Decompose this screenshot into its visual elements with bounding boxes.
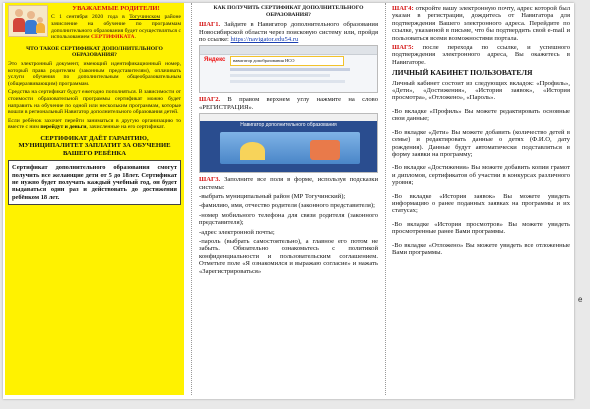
brochure-page: [3, 3, 574, 399]
cabinet-tab-item: -Во вкладке «История просмотров» Вы можете увидеть просмотренные ранее Вами программы.: [392, 220, 570, 236]
step3-paragraph: ШАГ3. Заполните все поля в форме, используя подсказки системы:: [199, 176, 378, 191]
navigator-caption: Навигатор дополнительного образования: [240, 122, 337, 129]
cabinet-tab-item: -Во вкладке «Отложено» Вы можете увидеть все отложенные Вами программы.: [392, 241, 570, 256]
step3-item: -выбрать муниципальный район (МР Тогучинский);: [199, 193, 346, 201]
side-marker: e: [578, 295, 583, 304]
what-heading: ЧТО ТАКОЕ СЕРТИФИКАТ ДОПОЛНИТЕЛЬНОГО ОБРАЗОВАНИЯ?: [26, 45, 163, 59]
step3-item: -адрес электронной почты;: [199, 228, 275, 236]
step3-item: -фамилию, имя, отчество родителя (законного представителя);: [199, 202, 375, 210]
what-paragraph-3: Если ребёнок захочет перейти заниматься в другую организацию то вместе с ним перейдут и деньги, зачисленные на его сертификат.: [8, 117, 181, 131]
navigator-link[interactable]: https://navigator.edu54.ru: [230, 36, 299, 43]
column-divider: [385, 3, 386, 395]
intro-paragraph: С 1 сентября 2020 года в Тогучинском районе зачисление на обучение по программам дополнительного образования будет осуществляться с использованием СЕРТИФИКАТА.: [51, 14, 181, 41]
age-info-box: Сертификат дополнительного образования смогут получить все желающие дети от 5 до 18лет. Сертификат не нужно будет получать каждый учебный год, он будет выдаваться один раз и действовать до достижения ребёнком 18 лет.: [8, 160, 181, 205]
what-paragraph-2: Средства на сертификат будут ежегодно пополняться. В зависимости от стоимости образовательной программы сертификат можно будет направить на обучение по одной или нескольким программам, которые вошли в региональный Навигатор дополнительного образования детей.: [8, 89, 181, 116]
column-intro: [5, 3, 184, 395]
column-how-to: [196, 3, 381, 395]
column-cabinet: [389, 3, 573, 395]
step3-item: -пароль (выбрать самостоятельно), а главное его потом не забыть. Обязательно ознакомьтесь с политикой конфиденциальности и пользовательским соглашением. Отметьте поле «Я ознакомился и выражаю согласие» и нажать «Зарегистрироваться»: [199, 238, 378, 275]
column-divider: [191, 3, 192, 395]
step2-paragraph: ШАГ2. В правом верхнем углу нажмите на слово «РЕГИСТРАЦИЯ».: [199, 96, 378, 111]
guarantee-heading: СЕРТИФИКАТ ДАЁТ ГАРАНТИЮ, МУНИЦИПАЛИТЕТ ЗАПЛАТИТ ЗА ОБУЧЕНИЕ ВАШЕГО РЕБЁНКА: [18, 134, 171, 157]
yandex-logo: Яндекс: [204, 57, 226, 64]
cabinet-tab-item: -Во вкладке «Профиль» Вы можете редактировать основные свои данные;: [392, 107, 570, 123]
search-query: навигатор допобразования НСО: [230, 56, 344, 66]
search-screenshot: [199, 45, 378, 93]
step4-paragraph: ШАГ4: откройте вашу электронную почту, адрес которой был указан в регистрации, дождитесь от Навигатора для подтверждения Вашего электронного адреса. Перейдите по ссылке, указанной в письме, что бы подтвердить свой e-mail и пользоваться всеми возможностями портала.: [392, 5, 570, 42]
cabinet-heading: ЛИЧНЫЙ КАБИНЕТ ПОЛЬЗОВАТЕЛЯ: [392, 68, 533, 78]
step3-item: -номер мобильного телефона для связи родителя (законного представителя);: [199, 211, 378, 227]
what-paragraph-1: Это электронный документ, имеющий идентификационный номер, который права родителям (законным представителям), оплачивать услуги обучения по дополнительным общеобразовательным (общеразвивающим) программам.: [8, 60, 181, 87]
step5-paragraph: ШАГ5: после перехода по ссылке, и успешного подтверждения электронного адреса, Вы окажетесь в Навигаторе.: [392, 44, 570, 66]
family-illustration: [8, 5, 48, 37]
cabinet-tab-item: -Во вкладке «История заявок» Вы можете увидеть информацию о ранее поданных заявках на программы и их статусах;: [392, 192, 570, 215]
cabinet-intro: Личный кабинет состоит из следующих вкладок: «Профиль», «Дети», «Достижения», «История заявок», «История просмотра», «Отложено», «Пароль».: [392, 79, 570, 102]
how-to-heading: КАК ПОЛУЧИТЬ СЕРТИФИКАТ ДОПОЛНИТЕЛЬНОГО ОБРАЗОВАНИЯ?: [213, 5, 364, 18]
greeting-heading: УВАЖАЕМЫЕ РОДИТЕЛИ!: [72, 5, 160, 12]
cabinet-tab-item: -Во вкладке «Дети» Вы можете добавить (количество детей в семье) и редактировать данные о детях (Ф.И.О, дату рождения). Данные будут автоматически подставляться в форму заявки на программу;: [392, 128, 570, 158]
step1-paragraph: ШАГ1. Зайдите в Навигатор дополнительного образования Новосибирской области через поисковую систему или, пройдя по ссылке: https://navigator.edu54.ru: [199, 21, 378, 43]
cabinet-tab-item: -Во вкладке «Достижения» Вы можете добавить копии грамот и дипломов, сертификатов об участии в конкурсах различного уровня;: [392, 164, 570, 187]
navigator-screenshot: [199, 113, 378, 173]
